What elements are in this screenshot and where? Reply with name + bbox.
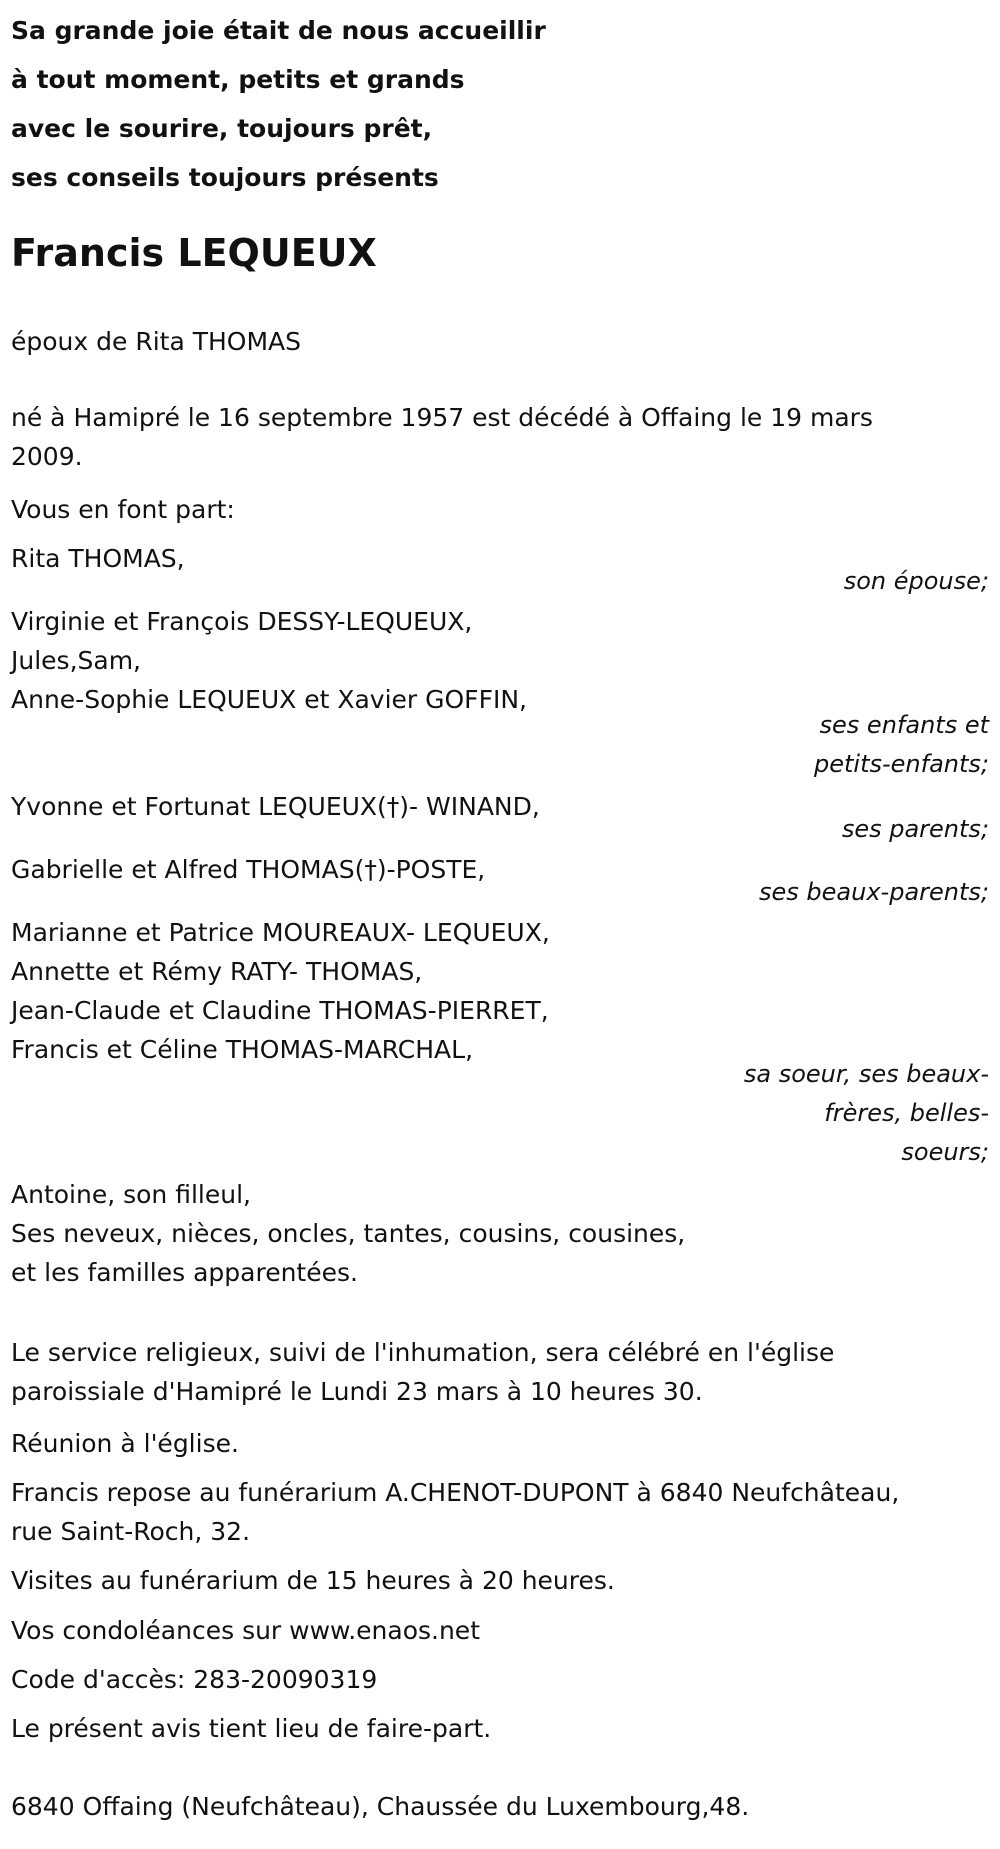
relation-line: ses beaux-parents;	[759, 878, 989, 906]
announcement-intro: Vous en font part:	[11, 495, 235, 524]
family-names	[11, 913, 550, 1069]
access-code: Code d'accès: 283-20090319	[11, 1665, 378, 1694]
poem-line: à tout moment, petits et grands	[11, 65, 465, 94]
funeral-home-info	[11, 1473, 899, 1551]
family-name-line: Francis et Céline THOMAS-MARCHAL,	[11, 1035, 474, 1064]
family-names	[11, 602, 527, 719]
birth-death-line: 2009.	[11, 442, 83, 471]
notice-text: Le présent avis tient lieu de faire-part.	[11, 1714, 492, 1743]
family-name-line: Jean-Claude et Claudine THOMAS-PIERRET,	[11, 996, 549, 1025]
funeral-home-line: Francis repose au funérarium A.CHENOT-DUPONT à 6840 Neufchâteau,	[11, 1478, 900, 1507]
relation-line: ses enfants et	[819, 711, 989, 739]
family-name-line: Marianne et Patrice MOUREAUX- LEQUEUX,	[11, 918, 550, 947]
poem-line: avec le sourire, toujours prêt,	[11, 114, 433, 143]
family-names: Yvonne et Fortunat LEQUEUX(†)- WINAND,	[11, 792, 540, 821]
condolences-info: Vos condoléances sur www.enaos.net	[11, 1616, 480, 1645]
family-name-line: Annette et Rémy RATY- THOMAS,	[11, 957, 423, 986]
opening-poem	[11, 6, 911, 202]
deceased-name: Francis LEQUEUX	[11, 231, 377, 275]
spouse-line: époux de Rita THOMAS	[11, 327, 302, 356]
birth-death-statement	[11, 398, 873, 476]
other-relatives-line: Ses neveux, nièces, oncles, tantes, cousins, cousines,	[11, 1219, 686, 1248]
meeting-info: Réunion à l'église.	[11, 1429, 239, 1458]
family-address: 6840 Offaing (Neufchâteau), Chaussée du Luxembourg,48.	[11, 1792, 750, 1821]
family-names: Gabrielle et Alfred THOMAS(†)-POSTE,	[11, 855, 486, 884]
ceremony-details	[11, 1333, 834, 1411]
relation-line: son épouse;	[843, 567, 989, 595]
poem-line: Sa grande joie était de nous accueillir	[11, 16, 546, 45]
family-name-line: Jules,Sam,	[11, 646, 142, 675]
family-relation	[689, 1055, 989, 1172]
relation-line: ses parents;	[841, 815, 989, 843]
funeral-home-line: rue Saint-Roch, 32.	[11, 1517, 251, 1546]
family-names: Rita THOMAS,	[11, 544, 185, 573]
relation-line: sa soeur, ses beaux-	[743, 1060, 989, 1088]
relation-line: petits-enfants;	[814, 750, 989, 778]
family-name-line: Virginie et François DESSY-LEQUEUX,	[11, 607, 473, 636]
relation-line: frères, belles-	[824, 1099, 989, 1127]
ceremony-line: Le service religieux, suivi de l'inhumation, sera célébré en l'église	[11, 1338, 835, 1367]
family-relation	[689, 706, 989, 784]
other-relatives-line: Antoine, son filleul,	[11, 1180, 251, 1209]
family-relation	[689, 873, 989, 912]
family-relation	[689, 810, 989, 849]
visiting-hours: Visites au funérarium de 15 heures à 20 heures.	[11, 1566, 615, 1595]
family-relation	[689, 562, 989, 601]
other-relatives	[11, 1175, 685, 1292]
family-name-line: Anne-Sophie LEQUEUX et Xavier GOFFIN,	[11, 685, 527, 714]
poem-line: ses conseils toujours présents	[11, 163, 439, 192]
relation-line: soeurs;	[901, 1138, 989, 1166]
birth-death-line: né à Hamipré le 16 septembre 1957 est décédé à Offaing le 19 mars	[11, 403, 873, 432]
ceremony-line: paroissiale d'Hamipré le Lundi 23 mars à 10 heures 30.	[11, 1377, 703, 1406]
other-relatives-line: et les familles apparentées.	[11, 1258, 358, 1287]
